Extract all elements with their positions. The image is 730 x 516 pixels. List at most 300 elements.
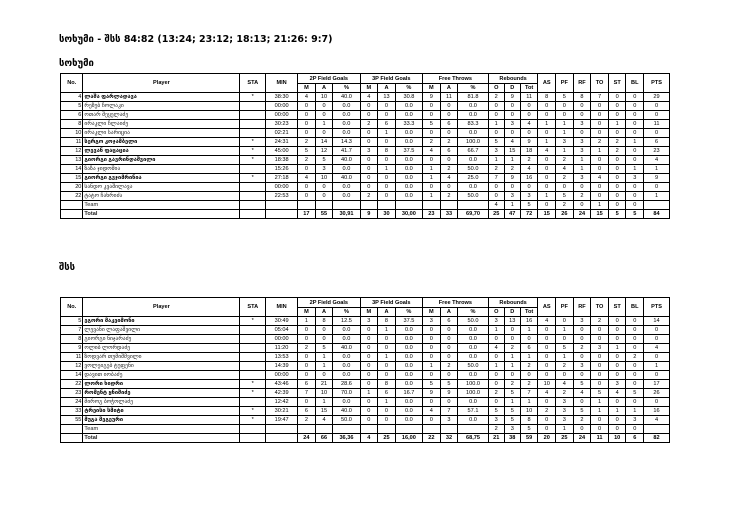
stat-p3: 0.0: [395, 129, 422, 138]
stat-mf: 1: [423, 192, 441, 201]
stat-tot: 9: [520, 138, 538, 147]
stat-m3: 0: [360, 129, 378, 138]
stat-o: 1: [488, 326, 504, 335]
stat-p3: 37.5: [395, 147, 422, 156]
stat-a3: 0: [378, 174, 396, 183]
stat-sta: *: [240, 380, 266, 389]
stat-af: 7: [440, 407, 458, 416]
stat-p3: 0.0: [395, 398, 422, 407]
stat-as: 10: [538, 380, 556, 389]
stat-mf: 3: [423, 317, 441, 326]
stat-rf: 0: [573, 425, 591, 434]
player-name: ზოდვარ თუმიშმვილი: [83, 353, 240, 362]
stat-tot: 5: [520, 201, 538, 210]
stat-bl: 0: [626, 183, 644, 192]
stat-d: 0: [504, 102, 520, 111]
stat-sta: [240, 183, 266, 192]
total-o: 25: [488, 210, 504, 219]
team-heading: სოხუმი: [59, 58, 94, 69]
player-name: დავით იობაძე: [83, 371, 240, 380]
stat-st: 0: [608, 335, 626, 344]
stat-m3: 0: [360, 380, 378, 389]
column-subheader-a: A: [315, 308, 333, 317]
stat-tot: 18: [520, 147, 538, 156]
column-header-bl: BL: [626, 298, 644, 317]
column-header-player: Player: [83, 298, 240, 317]
stat-pf: 0.0: [458, 156, 488, 165]
stat-o: 0: [488, 353, 504, 362]
column-subheader-d: D: [504, 308, 520, 317]
stat-sta: *: [240, 317, 266, 326]
stat-m3: 0: [360, 416, 378, 425]
player-row: [61, 174, 670, 183]
stat-pf: 50.0: [458, 192, 488, 201]
stat-mf: 0: [423, 416, 441, 425]
stat-min: 14:39: [266, 362, 298, 371]
stat-as: 4: [538, 147, 556, 156]
stat-o: 2: [488, 389, 504, 398]
stat-st: 0: [608, 353, 626, 362]
stat-mf: 0: [423, 371, 441, 380]
stat-rf: 0: [573, 129, 591, 138]
stat-m3: 0: [360, 371, 378, 380]
column-header-reb: Rebounds: [488, 298, 538, 308]
stat-p2: 0.0: [333, 192, 360, 201]
stat-as: 0: [538, 371, 556, 380]
stat-to: 0: [591, 129, 609, 138]
total-tot: 59: [520, 434, 538, 443]
stat-to: 0: [591, 165, 609, 174]
stat-af: [440, 425, 458, 434]
player-row: [61, 398, 670, 407]
stat-tot: 0: [520, 111, 538, 120]
stat-af: 2: [440, 165, 458, 174]
stat-mf: 4: [423, 147, 441, 156]
stat-a3: 8: [378, 147, 396, 156]
stat-a2: 4: [315, 416, 333, 425]
stat-sta: [240, 129, 266, 138]
column-subheader-a: A: [315, 84, 333, 93]
stat-st: 0: [608, 201, 626, 210]
stat-a2: 8: [315, 317, 333, 326]
player-number: 55: [61, 416, 83, 425]
stat-p2: 0.0: [333, 398, 360, 407]
stat-rf: 3: [573, 147, 591, 156]
player-name: Team: [83, 425, 240, 434]
stat-min: 00:00: [266, 183, 298, 192]
player-number: 12: [61, 362, 83, 371]
total-fouls: 25: [556, 434, 574, 443]
player-name: ზაზა ჯიდოშია: [83, 165, 240, 174]
stat-p2: 41.7: [333, 147, 360, 156]
stat-af: 6: [440, 317, 458, 326]
stat-af: 2: [440, 138, 458, 147]
stat-to: 0: [591, 183, 609, 192]
stat-d: 0: [504, 371, 520, 380]
stat-min: 30:49: [266, 317, 298, 326]
total-pts: 84: [644, 210, 670, 219]
stat-mf: 0: [423, 344, 441, 353]
stat-st: 2: [608, 138, 626, 147]
total-fouls: 26: [556, 210, 574, 219]
stat-m2: 2: [298, 138, 316, 147]
stat-p3: 33.3: [395, 120, 422, 129]
stat-o: 3: [488, 317, 504, 326]
player-number: [61, 425, 83, 434]
stat-pf: 100.0: [458, 138, 488, 147]
stat-p3: 0.0: [395, 138, 422, 147]
stat-m3: 2: [360, 120, 378, 129]
column-subheader-a: A: [378, 84, 396, 93]
stat-bl: 0: [626, 317, 644, 326]
stat-af: 0: [440, 371, 458, 380]
stat-tot: 10: [520, 407, 538, 416]
stat-bl: 0: [626, 147, 644, 156]
stat-m3: 0: [360, 344, 378, 353]
total-st: 10: [608, 434, 626, 443]
stat-a2: 0: [315, 111, 333, 120]
stat-d: 2: [504, 380, 520, 389]
stat-pf: [458, 425, 488, 434]
total-a2: 66: [315, 434, 333, 443]
stat-a2: 10: [315, 174, 333, 183]
stat-mf: 4: [423, 407, 441, 416]
stat-min: 19:47: [266, 416, 298, 425]
player-number: 14: [61, 371, 83, 380]
stat-min: 24:31: [266, 138, 298, 147]
stat-af: [440, 201, 458, 210]
stat-mf: 9: [423, 93, 441, 102]
stat-mf: 0: [423, 156, 441, 165]
stat-min: 05:04: [266, 326, 298, 335]
stat-d: 9: [504, 93, 520, 102]
stat-tot: 0: [520, 335, 538, 344]
column-header-as: AS: [538, 298, 556, 317]
player-name: რომენტ ყნიშიძე: [83, 389, 240, 398]
stat-as: 0: [538, 111, 556, 120]
player-name: რეზუბ ჩოლაკი: [83, 102, 240, 111]
stat-m2: 0: [298, 371, 316, 380]
stat-a2: 0: [315, 183, 333, 192]
stat-fouls: 2: [556, 201, 574, 210]
stat-tot: 0: [520, 129, 538, 138]
stat-p3: 0.0: [395, 111, 422, 120]
column-subheader-tot: Tot: [520, 84, 538, 93]
stat-p2: 0.0: [333, 165, 360, 174]
stat-a2: 3: [315, 165, 333, 174]
stat-mf: [423, 201, 441, 210]
stat-as: 0: [538, 416, 556, 425]
stat-pf: [458, 201, 488, 210]
player-row: [61, 407, 670, 416]
stat-m3: 0: [360, 326, 378, 335]
player-row: [61, 326, 670, 335]
total-pf: 69,70: [458, 210, 488, 219]
stat-o: 4: [488, 344, 504, 353]
stat-af: 11: [440, 93, 458, 102]
stat-d: 1: [504, 398, 520, 407]
stat-bl: 0: [626, 380, 644, 389]
total-to: 15: [591, 210, 609, 219]
player-name: ირაკლი სარიცია: [83, 129, 240, 138]
stat-st: 0: [608, 317, 626, 326]
stat-pts: 1: [644, 362, 670, 371]
stat-as: 0: [538, 362, 556, 371]
stat-tot: 16: [520, 317, 538, 326]
stat-tot: 11: [520, 93, 538, 102]
stat-st: 0: [608, 416, 626, 425]
stat-p2: [333, 201, 360, 210]
player-row: [61, 317, 670, 326]
stat-m3: 3: [360, 147, 378, 156]
stat-to: 1: [591, 201, 609, 210]
stat-pf: 0.0: [458, 326, 488, 335]
stat-m3: 0: [360, 398, 378, 407]
stat-a3: 0: [378, 192, 396, 201]
stat-sta: *: [240, 147, 266, 156]
stat-d: 1: [504, 353, 520, 362]
stat-m3: 0: [360, 362, 378, 371]
column-subheader-d: D: [504, 84, 520, 93]
stat-fouls: 0: [556, 371, 574, 380]
total-tot: 72: [520, 210, 538, 219]
stat-rf: 0: [573, 335, 591, 344]
column-subheader-pct: %: [333, 308, 360, 317]
stat-rf: 3: [573, 174, 591, 183]
stat-p3: 0.0: [395, 371, 422, 380]
stat-a2: 10: [315, 93, 333, 102]
stat-as: 8: [538, 93, 556, 102]
stat-mf: 5: [423, 120, 441, 129]
stat-a3: 0: [378, 416, 396, 425]
stat-as: 1: [538, 192, 556, 201]
stat-m2: 0: [298, 192, 316, 201]
player-row: [61, 102, 670, 111]
stat-mf: 0: [423, 111, 441, 120]
player-number: 11: [61, 353, 83, 362]
stat-st: 0: [608, 326, 626, 335]
column-subheader-a: A: [440, 308, 458, 317]
player-name: გიორგი ნიჯარაძე: [83, 335, 240, 344]
stat-tot: 0: [520, 183, 538, 192]
player-number: [61, 201, 83, 210]
stat-a2: 1: [315, 120, 333, 129]
column-header-pts: PTS: [644, 298, 670, 317]
stat-tot: 1: [520, 353, 538, 362]
stat-pts: 14: [644, 317, 670, 326]
stat-sta: [240, 165, 266, 174]
stat-p3: 0.0: [395, 344, 422, 353]
stat-min: 00:00: [266, 371, 298, 380]
total-rf: 24: [573, 210, 591, 219]
stat-min: 43:46: [266, 380, 298, 389]
stat-p3: 0.0: [395, 380, 422, 389]
stat-af: 0: [440, 344, 458, 353]
column-header-no: No.: [61, 298, 83, 317]
stat-a3: 1: [378, 353, 396, 362]
total-number: [61, 434, 83, 443]
stat-m3: 0: [360, 165, 378, 174]
stat-rf: 0: [573, 398, 591, 407]
total-mf: 23: [423, 210, 441, 219]
stat-p3: 0.0: [395, 102, 422, 111]
player-name: ტატო ჩახრიძა: [83, 192, 240, 201]
stat-d: 0: [504, 326, 520, 335]
player-number: 7: [61, 326, 83, 335]
stat-to: 2: [591, 138, 609, 147]
column-header-to: TO: [591, 298, 609, 317]
player-name: მიროგ ბოჭოლაძე: [83, 398, 240, 407]
stat-af: 0: [440, 111, 458, 120]
stat-bl: 0: [626, 120, 644, 129]
column-header-pts: PTS: [644, 74, 670, 93]
player-name: გიორგი გვჯიმრინია: [83, 174, 240, 183]
stat-pf: 50.0: [458, 362, 488, 371]
column-header-rf: RF: [573, 74, 591, 93]
total-m2: 17: [298, 210, 316, 219]
stat-as: 0: [538, 174, 556, 183]
stat-a3: 6: [378, 389, 396, 398]
total-mf: 22: [423, 434, 441, 443]
stat-sta: *: [240, 93, 266, 102]
stat-m3: 0: [360, 353, 378, 362]
player-number: 12: [61, 147, 83, 156]
stat-a3: 0: [378, 156, 396, 165]
stat-d: 4: [504, 138, 520, 147]
stat-tot: 5: [520, 425, 538, 434]
stat-as: 0: [538, 398, 556, 407]
total-label: Total: [83, 434, 240, 443]
stat-tot: 2: [520, 362, 538, 371]
column-header-no: No.: [61, 74, 83, 93]
stat-p3: [395, 201, 422, 210]
stat-m2: 0: [298, 111, 316, 120]
stat-m3: 0: [360, 111, 378, 120]
stat-bl: 1: [626, 138, 644, 147]
player-row: [61, 156, 670, 165]
stat-pf: 0.0: [458, 371, 488, 380]
total-as: 20: [538, 434, 556, 443]
total-as: 15: [538, 210, 556, 219]
stat-pts: 0: [644, 353, 670, 362]
stat-p3: 0.0: [395, 335, 422, 344]
stat-o: 1: [488, 156, 504, 165]
stat-st: 0: [608, 93, 626, 102]
player-name: ოთარ შეყელაძე: [83, 111, 240, 120]
stat-d: 15: [504, 147, 520, 156]
stat-m2: 0: [298, 362, 316, 371]
stat-sta: *: [240, 174, 266, 183]
stat-p2: 40.0: [333, 93, 360, 102]
stat-p3: 0.0: [395, 174, 422, 183]
stat-p2: 70.0: [333, 389, 360, 398]
stat-m3: [360, 201, 378, 210]
stat-af: 0: [440, 183, 458, 192]
stat-fouls: 2: [556, 174, 574, 183]
stat-p2: 0.0: [333, 183, 360, 192]
stat-d: 5: [504, 407, 520, 416]
stat-a2: [315, 425, 333, 434]
stat-af: 5: [440, 380, 458, 389]
stat-tot: 4: [520, 120, 538, 129]
player-number: 6: [61, 111, 83, 120]
stat-st: 1: [608, 120, 626, 129]
total-pf: 68,75: [458, 434, 488, 443]
stat-pts: 0: [644, 111, 670, 120]
column-header-player: Player: [83, 74, 240, 93]
stat-rf: 5: [573, 380, 591, 389]
stat-sta: [240, 335, 266, 344]
stat-a3: 1: [378, 398, 396, 407]
total-a3: 30: [378, 210, 396, 219]
stat-d: 3: [504, 120, 520, 129]
stat-as: 4: [538, 317, 556, 326]
stat-d: 0: [504, 129, 520, 138]
stat-a3: 0: [378, 407, 396, 416]
column-header-to: TO: [591, 74, 609, 93]
stat-af: 2: [440, 362, 458, 371]
column-header-reb: Rebounds: [488, 74, 538, 84]
stat-min: 30:21: [266, 407, 298, 416]
stat-sta: [240, 425, 266, 434]
column-subheader-m: M: [360, 84, 378, 93]
stat-p3: [395, 425, 422, 434]
stat-as: 0: [538, 353, 556, 362]
stat-sta: [240, 192, 266, 201]
stat-min: [266, 434, 298, 443]
stat-a3: 0: [378, 335, 396, 344]
stat-as: 0: [538, 344, 556, 353]
stat-min: 27:18: [266, 174, 298, 183]
stat-as: 0: [538, 183, 556, 192]
stat-min: 22:53: [266, 192, 298, 201]
stat-o: 0: [488, 380, 504, 389]
stat-min: 18:38: [266, 156, 298, 165]
stat-af: 0: [440, 129, 458, 138]
stat-to: 1: [591, 407, 609, 416]
stat-fouls: 0: [556, 335, 574, 344]
player-number: 10: [61, 129, 83, 138]
column-header-pf: PF: [556, 74, 574, 93]
stat-pf: 0.0: [458, 353, 488, 362]
stat-a3: 0: [378, 102, 396, 111]
stat-pf: 0.0: [458, 344, 488, 353]
player-row: [61, 362, 670, 371]
stat-a3: 6: [378, 120, 396, 129]
stat-sta: *: [240, 156, 266, 165]
stat-mf: 0: [423, 102, 441, 111]
stat-rf: 0: [573, 102, 591, 111]
stat-o: 0: [488, 335, 504, 344]
stat-p3: 0.0: [395, 416, 422, 425]
player-row: [61, 353, 670, 362]
stat-p2: 0.0: [333, 335, 360, 344]
stat-p2: 12.5: [333, 317, 360, 326]
stat-m2: 0: [298, 120, 316, 129]
stat-bl: 0: [626, 102, 644, 111]
stat-to: 5: [591, 389, 609, 398]
stat-tot: 16: [520, 174, 538, 183]
stat-m3: 4: [360, 93, 378, 102]
column-subheader-a: A: [378, 308, 396, 317]
stat-to: 1: [591, 147, 609, 156]
stat-min: 12:42: [266, 398, 298, 407]
stat-fouls: 5: [556, 93, 574, 102]
stat-as: 1: [538, 120, 556, 129]
stat-tot: 7: [520, 389, 538, 398]
player-number: 9: [61, 344, 83, 353]
stat-fouls: 3: [556, 416, 574, 425]
